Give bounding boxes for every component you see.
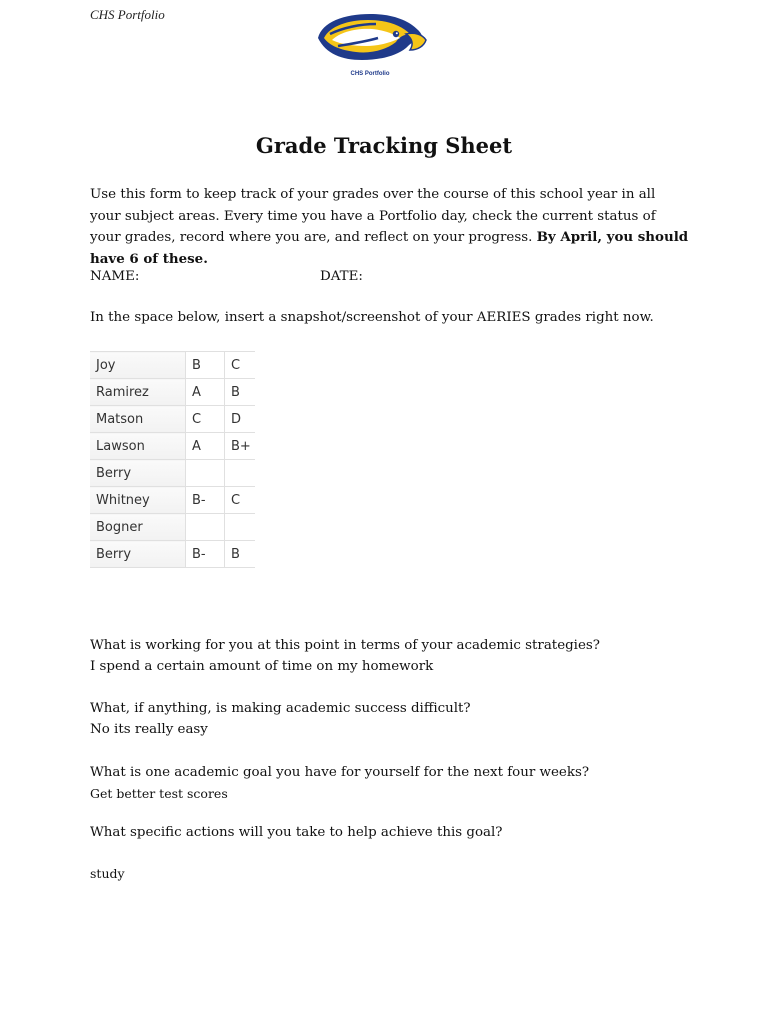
teacher-name-cell: Lawson — [90, 433, 186, 460]
aeries-grades-snapshot — [90, 351, 255, 568]
name-label: NAME: — [90, 269, 140, 284]
page-title: Grade Tracking Sheet — [255, 133, 513, 158]
logo-caption: CHS Portfolio — [350, 71, 390, 77]
teacher-name-cell: Bogner — [90, 514, 186, 541]
teacher-name-cell: Ramirez — [90, 379, 186, 406]
grades-table-row — [90, 487, 255, 514]
teacher-name-cell: Joy — [90, 352, 186, 379]
grades-table-row — [90, 379, 255, 406]
reflection-q1-block — [90, 635, 710, 677]
name-date-row — [90, 269, 690, 284]
grade-cell-2 — [225, 460, 256, 487]
eagle-icon — [310, 8, 430, 70]
grades-table-row — [90, 514, 255, 541]
teacher-name-cell: Whitney — [90, 487, 186, 514]
portfolio-header-label: CHS Portfolio — [90, 7, 165, 22]
question-text: What is one academic goal you have for yourself for the next four weeks? — [90, 765, 589, 780]
teacher-name-cell: Berry — [90, 541, 186, 568]
grade-cell-1: A — [186, 433, 225, 460]
reflection-q2-block — [90, 698, 710, 740]
grades-table-row — [90, 406, 255, 433]
intro-paragraph — [90, 184, 690, 270]
teacher-name-cell: Berry — [90, 460, 186, 487]
grade-cell-1 — [186, 460, 225, 487]
answer-text: study — [90, 866, 125, 881]
grades-table-row — [90, 433, 255, 460]
question-text: What, if anything, is making academic success difficult? — [90, 701, 471, 716]
question-text: What is working for you at this point in terms of your academic strategies? — [90, 638, 600, 653]
grade-cell-2 — [225, 514, 256, 541]
grades-table-row — [90, 541, 255, 568]
answer-text: I spend a certain amount of time on my homework — [90, 659, 434, 674]
grade-cell-2: B — [225, 541, 256, 568]
teacher-name-cell: Matson — [90, 406, 186, 433]
grade-cell-2: C — [225, 352, 256, 379]
grade-cell-1: B — [186, 352, 225, 379]
reflection-q4-block — [90, 822, 710, 884]
answer-text: Get better test scores — [90, 786, 228, 801]
grade-cell-2: C — [225, 487, 256, 514]
snapshot-instruction: In the space below, insert a snapshot/screenshot of your AERIES grades right now. — [90, 310, 654, 325]
grades-table-row — [90, 352, 255, 379]
grade-cell-2: B — [225, 379, 256, 406]
grades-table-row — [90, 460, 255, 487]
date-label: DATE: — [320, 269, 363, 284]
grade-cell-1 — [186, 514, 225, 541]
grade-cell-1: B- — [186, 487, 225, 514]
grade-cell-2: B+ — [225, 433, 256, 460]
intro-bold-text: By April, you should have 6 of these. — [90, 229, 689, 267]
grade-cell-1: A — [186, 379, 225, 406]
intro-text: Use this form to keep track of your grades over the course of this school year in all your subject areas. Every time you have a Portfolio day, check the current status of your grades, record where you are, and reflect on your progress. — [90, 187, 656, 245]
question-text: What specific actions will you take to help achieve this goal? — [90, 825, 503, 840]
grade-cell-1: C — [186, 406, 225, 433]
reflection-q3-block — [90, 762, 710, 804]
answer-text: No its really easy — [90, 722, 208, 737]
eagle-logo — [310, 8, 430, 84]
grade-cell-2: D — [225, 406, 256, 433]
grade-cell-1: B- — [186, 541, 225, 568]
